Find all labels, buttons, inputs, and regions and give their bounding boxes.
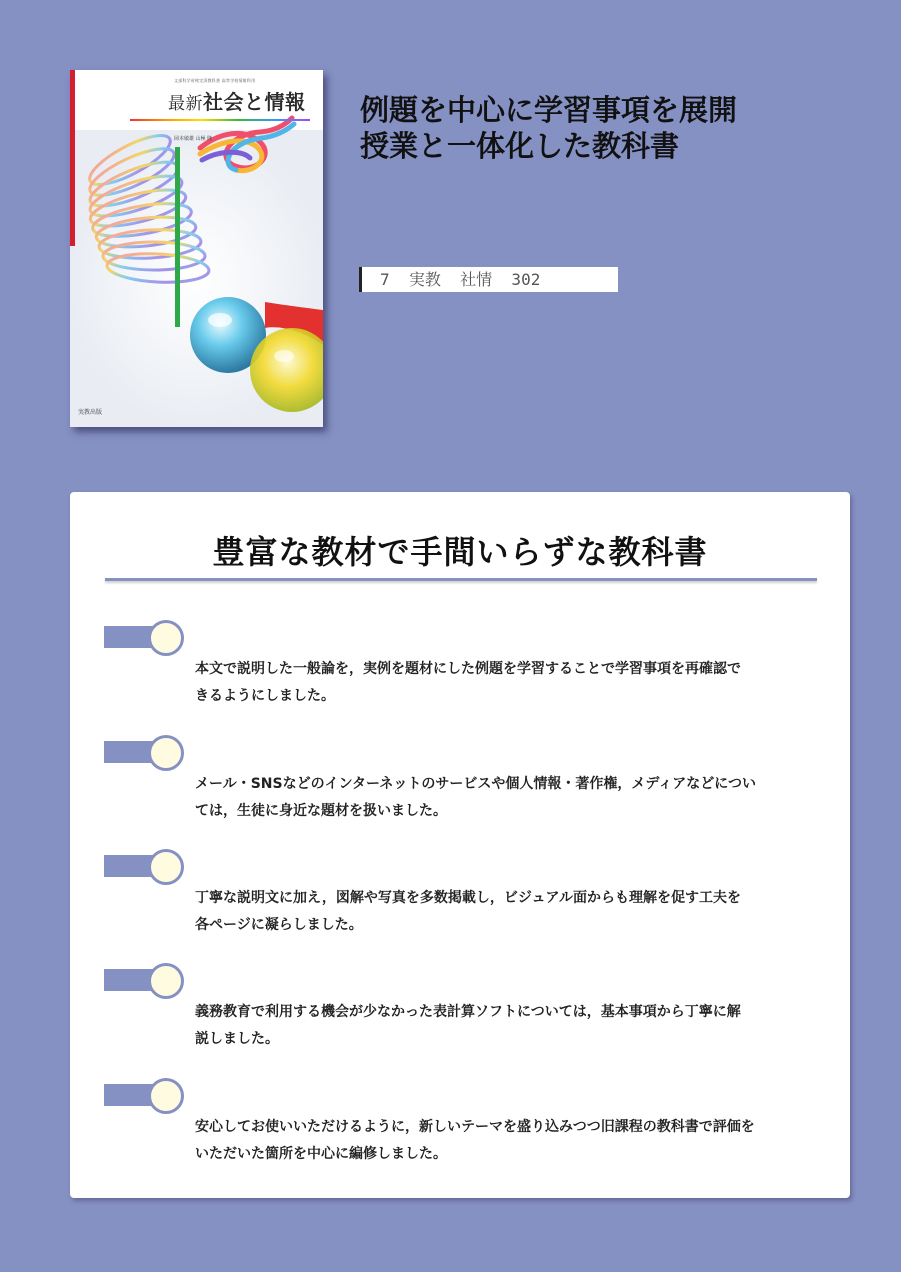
feature-item <box>70 1076 850 1186</box>
headline <box>360 92 737 164</box>
book-cover <box>70 70 323 427</box>
textbook-code: 7 実教 社情 302 <box>359 267 618 292</box>
feature-panel <box>70 492 850 1198</box>
feature-text-line-2: 各ページに凝らしました。 <box>195 917 363 933</box>
feature-text <box>195 1114 820 1168</box>
feature-text-line-1: 義務教育で利用する機会が少なかった表計算ソフトについては，基本事項から丁寧に解 <box>195 1004 741 1020</box>
feature-text-line-2: ては，生徒に身近な題材を扱いました。 <box>195 803 447 819</box>
panel-title-rule <box>105 578 817 581</box>
feature-text <box>195 885 820 939</box>
feature-item <box>70 961 850 1071</box>
bullet-marker-icon <box>104 847 184 885</box>
cover-title <box>168 86 306 115</box>
feature-text <box>195 999 820 1053</box>
cover-rainbow-rule <box>130 119 310 121</box>
bullet-marker-icon <box>104 733 184 771</box>
feature-text <box>195 771 820 825</box>
cover-artwork <box>70 70 323 427</box>
feature-text-line-2: きるようにしました。 <box>195 688 335 704</box>
feature-text-line-1: 安心してお使いいただけるように，新しいテーマを盛り込みつつ旧課程の教科書で評価を <box>195 1119 755 1135</box>
cover-publisher: 実教出版 <box>78 409 103 416</box>
bullet-marker-icon <box>104 1076 184 1114</box>
feature-item <box>70 733 850 843</box>
headline-line-1: 例題を中心に学習事項を展開 <box>360 93 738 127</box>
cover-title-main: 社会と情報 <box>203 90 306 114</box>
feature-item <box>70 618 850 728</box>
feature-item <box>70 847 850 957</box>
cover-top-text: 文部科学省検定済教科書 高等学校情報科用 <box>174 78 256 83</box>
feature-text-line-2: 説しました。 <box>195 1031 279 1047</box>
feature-text-line-1: 丁寧な説明文に加え，図解や写真を多数掲載し，ビジュアル面からも理解を促す工夫を <box>195 890 741 906</box>
feature-text-line-1: 本文で説明した一般論を，実例を題材にした例題を学習することで学習事項を再確認で <box>195 661 741 677</box>
cover-green-bar <box>175 147 180 327</box>
cover-red-bar <box>70 70 75 246</box>
headline-line-2: 授業と一体化した教科書 <box>360 129 680 163</box>
panel-title: 豊富な教材で手間いらずな教科書 <box>212 533 708 571</box>
feature-text-line-1: メール・SNSなどのインターネットのサービスや個人情報・著作権，メディアなどについ <box>195 776 756 792</box>
feature-text <box>195 656 820 710</box>
cover-title-small: 最新 <box>168 94 203 114</box>
bullet-marker-icon <box>104 961 184 999</box>
bullet-marker-icon <box>104 618 184 656</box>
feature-text-line-2: いただいた箇所を中心に編修しました。 <box>195 1146 447 1162</box>
cover-authors: 岡本敏雄 山極 隆 <box>174 136 213 142</box>
